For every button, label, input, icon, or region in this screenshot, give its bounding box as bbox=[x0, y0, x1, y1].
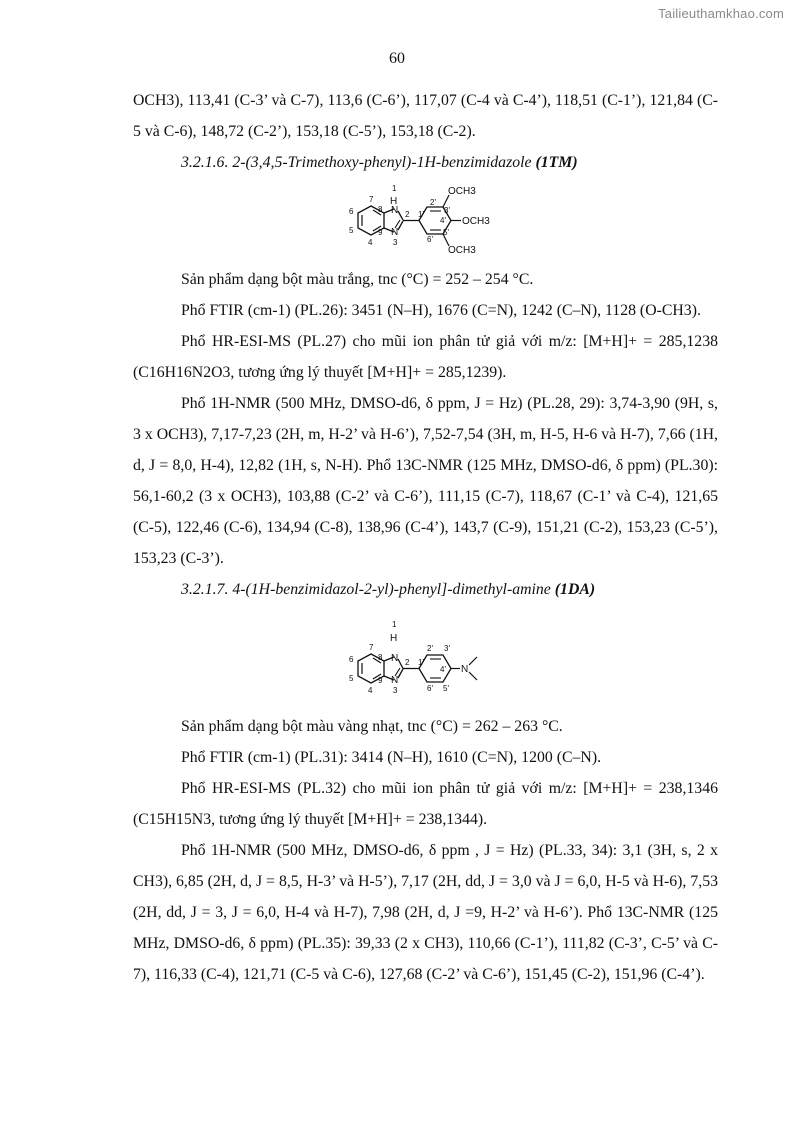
appearance-1tm: Sản phẩm dạng bột màu trắng, tnc (°C) = 252 – 254 °C. bbox=[181, 271, 534, 288]
appearance-1da: Sản phẩm dạng bột màu vàng nhạt, tnc (°C) = 262 – 263 °C. bbox=[181, 718, 563, 735]
atom-label-7: 7 bbox=[368, 195, 373, 204]
atom-label-3p: 3' bbox=[443, 644, 450, 653]
atom-label-5: 5 bbox=[348, 674, 353, 683]
watermark: Tailieuthamkhao.com bbox=[658, 6, 784, 21]
methoxy-mid: OCH3 bbox=[461, 216, 490, 227]
section-heading-1da: 3.2.1.7. 4-(1H-benzimidazol-2-yl)-phenyl]-dimethyl-amine (1DA) bbox=[181, 581, 596, 598]
ftir-1da: Phổ FTIR (cm-1) (PL.31): 3414 (N–H), 1610 (C=N), 1200 (C–N). bbox=[181, 749, 602, 766]
atom-h: H bbox=[389, 196, 397, 207]
atom-n-amine: N bbox=[460, 664, 468, 675]
atom-label-8: 8 bbox=[377, 653, 382, 662]
structure-1da bbox=[331, 615, 521, 707]
ms-1da: Phổ HR-ESI-MS (PL.32) cho mũi ion phân tử giả với m/z: [M+H]+ = 238,1346 (C15H15N3, tương ứng lý thuyết [M+H]+ = 238,1344). bbox=[133, 780, 718, 828]
atom-h: H bbox=[389, 633, 397, 644]
atom-label-4: 4 bbox=[367, 686, 372, 695]
methoxy-top: OCH3 bbox=[447, 186, 476, 197]
atom-label-3: 3 bbox=[392, 686, 397, 695]
atom-label-8: 8 bbox=[377, 205, 382, 214]
atom-label-6: 6 bbox=[348, 655, 353, 664]
atom-n3: N bbox=[390, 675, 398, 686]
atom-label-2p: 2' bbox=[426, 644, 433, 653]
atom-label-4p: 4' bbox=[439, 216, 446, 225]
page-number: 60 bbox=[389, 50, 405, 67]
compound-code: (1DA) bbox=[554, 581, 596, 598]
section-heading-1tm: 3.2.1.6. 2-(3,4,5-Trimethoxy-phenyl)-1H-benzimidazole (1TM) bbox=[181, 154, 578, 171]
atom-label-3p: 3' bbox=[443, 206, 450, 215]
nmr-1da: Phổ 1H-NMR (500 MHz, DMSO-d6, δ ppm , J = Hz) (PL.33, 34): 3,1 (3H, s, 2 x CH3), 6,85 (2H, d, J = 8,5, H-3’ và H-5’), 7,17 (2H, dd, J = 3,0 và J = 6,0, H-5 và H-6), 7,53 (2H, dd, J = 3, J = 6,0, H-4 và H-7), 7,98 (2H, d, J =9, H-2’ và H-6’). Phổ 13C-NMR (125 MHz, DMSO-d6, δ ppm) (PL.35): 39,33 (2 x CH3), 110,66 (C-1’), 111,82 (C-3’, C-5’ và C-7), 116,33 (C-4), 121,71 (C-5 và C-6), 127,68 (C-2’ và C-6’), 151,45 (C-2), 151,96 (C-4’). bbox=[133, 842, 718, 983]
ms-1tm: Phổ HR-ESI-MS (PL.27) cho mũi ion phân tử giả với m/z: [M+H]+ = 285,1238 (C16H16N2O3, tương ứng lý thuyết [M+H]+ = 285,1239). bbox=[133, 333, 718, 381]
nmr-1tm: Phổ 1H-NMR (500 MHz, DMSO-d6, δ ppm, J = Hz) (PL.28, 29): 3,74-3,90 (9H, s, 3 x OCH3), 7,17-7,23 (2H, m, H-2’ và H-6’), 7,52-7,54 (3H, m, H-5, H-6 và H-7), 7,66 (1H, d, J = 8,0, H-4), 12,82 (1H, s, N-H). Phổ 13C-NMR (125 MHz, DMSO-d6, δ ppm) (PL.30): 56,1-60,2 (3 x OCH3), 103,88 (C-2’ và C-6’), 111,15 (C-7), 118,67 (C-1’ và C-4), 121,65 (C-5), 122,46 (C-6), 134,94 (C-8), 138,96 (C-4’), 143,7 (C-9), 151,21 (C-2), 153,23 (C-5’), 153,23 (C-3’). bbox=[133, 395, 718, 567]
atom-label-2p: 2' bbox=[429, 198, 436, 207]
atom-label-7: 7 bbox=[368, 643, 373, 652]
structure-1tm bbox=[331, 182, 521, 260]
atom-label-5p: 5' bbox=[442, 684, 449, 693]
atom-label-1: 1 bbox=[391, 620, 396, 629]
carryover-paragraph: OCH3), 113,41 (C-3’ và C-7), 113,6 (C-6’), 117,07 (C-4 và C-4’), 118,51 (C-1’), 121,84 (C-5 và C-6), 148,72 (C-2’), 153,18 (C-5’), 153,18 (C-2). bbox=[133, 92, 718, 140]
atom-label-9: 9 bbox=[377, 228, 382, 237]
atom-n1: N bbox=[390, 653, 398, 664]
atom-label-6: 6 bbox=[348, 207, 353, 216]
ftir-1tm: Phổ FTIR (cm-1) (PL.26): 3451 (N–H), 1676 (C=N), 1242 (C–N), 1128 (O-CH3). bbox=[181, 302, 701, 319]
atom-label-4p: 4' bbox=[439, 665, 446, 674]
page-body bbox=[133, 85, 718, 990]
atom-label-1p: 1' bbox=[417, 658, 424, 667]
atom-n3: N bbox=[390, 227, 398, 238]
atom-label-2: 2 bbox=[404, 658, 409, 667]
atom-label-3: 3 bbox=[392, 238, 397, 247]
compound-code: (1TM) bbox=[535, 154, 578, 171]
atom-label-5: 5 bbox=[348, 226, 353, 235]
atom-label-1p: 1' bbox=[417, 210, 424, 219]
atom-n1: N bbox=[390, 205, 398, 216]
atom-label-4: 4 bbox=[367, 238, 372, 247]
atom-label-6p: 6' bbox=[426, 235, 433, 244]
methoxy-bottom: OCH3 bbox=[447, 245, 476, 256]
atom-label-9: 9 bbox=[377, 676, 382, 685]
atom-label-5p: 5' bbox=[442, 228, 449, 237]
atom-label-2: 2 bbox=[404, 210, 409, 219]
atom-label-1: 1 bbox=[391, 184, 396, 193]
atom-label-6p: 6' bbox=[426, 684, 433, 693]
